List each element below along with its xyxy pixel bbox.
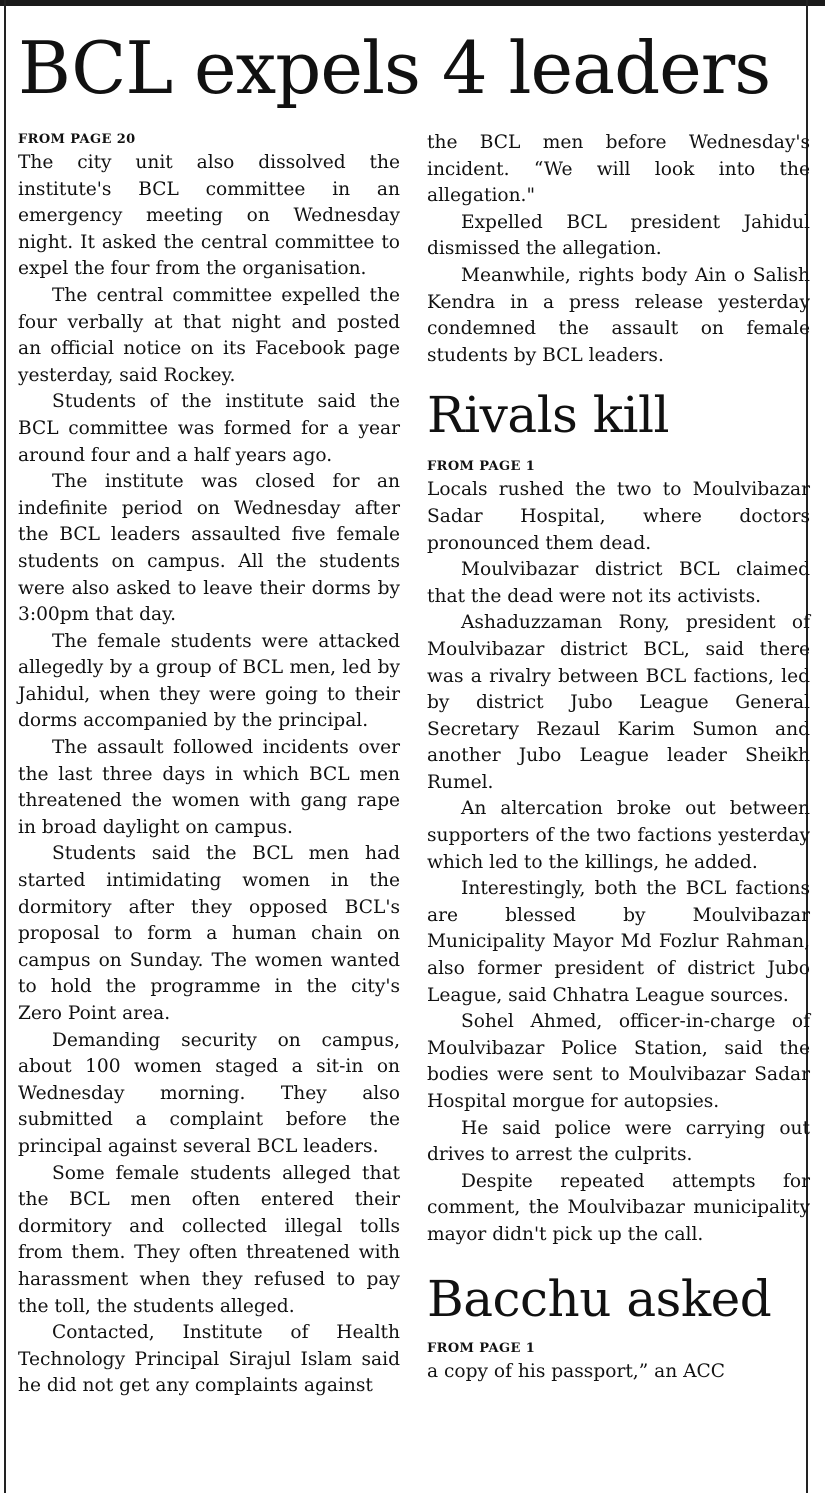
- bcl-paragraph: The city unit also dissolved the institute's BCL committee in an emergency meeting on Wednesday night. It asked the central committee to expel the four from the organisation.: [18, 152, 400, 280]
- bcl-paragraph: The central committee expelled the four verbally at that night and posted an official notice on its Facebook page yesterday, said Rockey.: [18, 284, 400, 386]
- bcl-paragraph: Demanding security on campus, about 100 women staged a sit-in on Wednesday morning. They also submitted a complaint before the principal against several BCL leaders.: [18, 1029, 400, 1157]
- bcl-paragraph: Meanwhile, rights body Ain o Salish Kendra in a press release yesterday condemned the assault on female students by BCL leaders.: [427, 264, 810, 366]
- rivals-paragraph: He said police were carrying out drives to arrest the culprits.: [427, 1117, 810, 1166]
- rivals-headline: Rivals kill: [427, 386, 670, 445]
- bcl-paragraph: The assault followed incidents over the last three days in which BCL men threatened the women with gang rape in broad daylight on campus.: [18, 737, 400, 838]
- bacchu-kicker: FROM PAGE 1: [427, 1340, 536, 1356]
- left-border-rule: [4, 0, 6, 1493]
- rivals-paragraph: Sohel Ahmed, officer-in-charge of Moulvibazar Police Station, said the bodies were sent to Moulvibazar Sadar Hospital morgue for autopsies.: [427, 1011, 810, 1112]
- bcl-kicker: FROM PAGE 20: [18, 132, 136, 147]
- bcl-paragraph: The female students were attacked allegedly by a group of BCL men, led by Jahidul, when they were going to their dorms accompanied by the principal.: [18, 630, 400, 732]
- rivals-paragraph: Locals rushed the two to Moulvibazar Sadar Hospital, where doctors pronounced them dead.: [427, 479, 810, 554]
- left-column: [18, 130, 400, 1400]
- bacchu-headline: Bacchu asked: [427, 1269, 772, 1328]
- right-column: [427, 130, 810, 1385]
- bacchu-paragraph: a copy of his passport,” an ACC: [427, 1360, 725, 1382]
- top-border-rule: [0, 0, 825, 6]
- bcl-paragraph: Some female students alleged that the BCL men often entered their dormitory and collected illegal tolls from them. They often threatened with harassment when they refused to pay the toll, the students alleged.: [18, 1162, 400, 1317]
- bcl-headline: BCL expels 4 leaders: [18, 26, 771, 110]
- bcl-paragraph: the BCL men before Wednesday's incident. “We will look into the allegation.": [427, 132, 810, 207]
- rivals-paragraph: Moulvibazar district BCL claimed that the dead were not its activists.: [427, 559, 810, 607]
- rivals-paragraph: Despite repeated attempts for comment, the Moulvibazar municipality mayor didn't pick up the call.: [427, 1170, 810, 1245]
- rivals-paragraph: Interestingly, both the BCL factions are blessed by Moulvibazar Municipality Mayor Md Fozlur Rahman, also former president of district Jubo League, said Chhatra League sources.: [427, 878, 810, 1006]
- rivals-paragraph: An altercation broke out between supporters of the two factions yesterday which led to the killings, he added.: [427, 798, 810, 873]
- bcl-paragraph: Expelled BCL president Jahidul dismissed the allegation.: [427, 211, 810, 260]
- bcl-paragraph: Students said the BCL men had started intimidating women in the dormitory after they opposed BCL's proposal to form a human chain on campus on Sunday. The women wanted to hold the programme in the city's Zero Point area.: [18, 843, 400, 1024]
- bcl-paragraph: The institute was closed for an indefinite period on Wednesday after the BCL leaders assaulted five female students on campus. All the students were also asked to leave their dorms by 3:00pm that day.: [18, 471, 400, 626]
- bcl-paragraph: Contacted, Institute of Health Technology Principal Sirajul Islam said he did not get any complaints against: [18, 1322, 400, 1397]
- rivals-paragraph: Ashaduzzaman Rony, president of Moulvibazar district BCL, said there was a rivalry between BCL factions, led by district Jubo League General Secretary Rezaul Karim Sumon and another Jubo League leader Sheikh Rumel.: [427, 612, 810, 793]
- bcl-paragraph: Students of the institute said the BCL committee was formed for a year around four and a half years ago.: [18, 391, 400, 466]
- rivals-kicker: FROM PAGE 1: [427, 459, 536, 475]
